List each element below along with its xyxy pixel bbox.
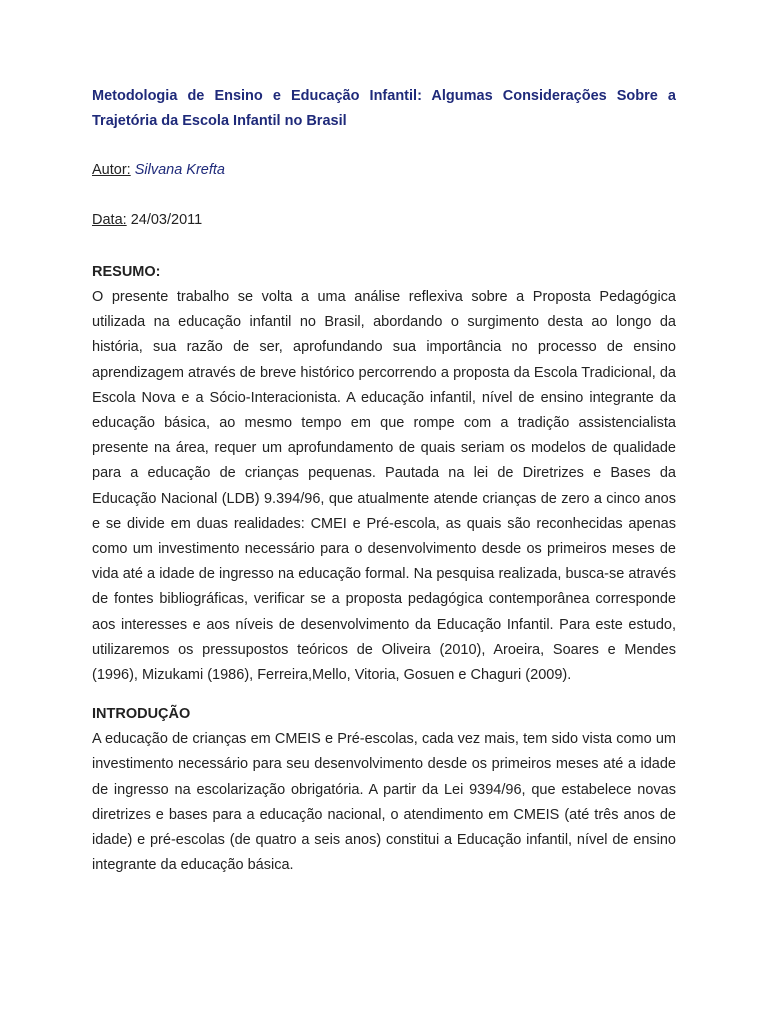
intro-heading: INTRODUÇÃO	[92, 706, 191, 723]
intro-paragraph: A educação de crianças em CMEIS e Pré-escolas, cada vez mais, tem sido vista como um investimento necessário para seu desenvolvimento desde os primeiros meses até a idade de ingresso na escolarização obrigatória. A partir da Lei 9394/96, que estabelece novas diretrizes e bases para a educação nacional, o atendimento em CMEIS (até três anos de idade) e pré-escolas (de quatro a seis anos) constitui a Educação infantil, nível de ensino integrante da educação básica.	[92, 731, 676, 874]
resumo-heading: RESUMO:	[92, 264, 161, 280]
document-page	[92, 84, 676, 878]
document-title: Metodologia de Ensino e Educação Infantil: Algumas Considerações Sobre a Trajetória da Escola Infantil no Brasil	[92, 88, 676, 129]
resumo-paragraph: O presente trabalho se volta a uma análise reflexiva sobre a Proposta Pedagógica utilizada na educação infantil no Brasil, abordando o surgimento desta ao longo da história, sua razão de ser, aprofundando sua importância no processo de ensino aprendizagem através de breve histórico percorrendo a proposta da Escola Tradicional, da Escola Nova e a Sócio-Interacionista. A educação infantil, nível de ensino integrante da educação básica, ao mesmo tempo em que rompe com a tradição assistencialista presente na área, requer um aprofundamento de quais seriam os modelos de qualidade para a educação de crianças pequenas. Pautada na lei de Diretrizes e Bases da Educação Nacional (LDB) 9.394/96, que atualmente atende crianças de zero a cinco anos e se divide em duas realidades: CMEI e Pré-escola, as quais são reconhecidas apenas como um investimento necessário para o desenvolvimento desde os primeiros meses de vida até a idade de ingresso na educação formal. Na pesquisa realizada, busca-se através de fontes bibliográficas, verificar se a proposta pedagógica contemporânea corresponde aos interesses e aos níveis de desenvolvimento da Educação Infantil. Para este estudo, utilizaremos os pressupostos teóricos de Oliveira (2010), Aroeira, Soares e Mendes (1996), Mizukami (1986), Ferreira,Mello, Vitoria, Gosuen e Chaguri (2009).	[92, 289, 676, 684]
date-label: Data:	[92, 212, 127, 228]
date-value: 24/03/2011	[130, 212, 203, 228]
author-line	[92, 160, 676, 180]
author-label: Autor:	[92, 162, 131, 178]
author-name: Silvana Krefta	[134, 162, 225, 178]
date-line	[92, 210, 676, 230]
